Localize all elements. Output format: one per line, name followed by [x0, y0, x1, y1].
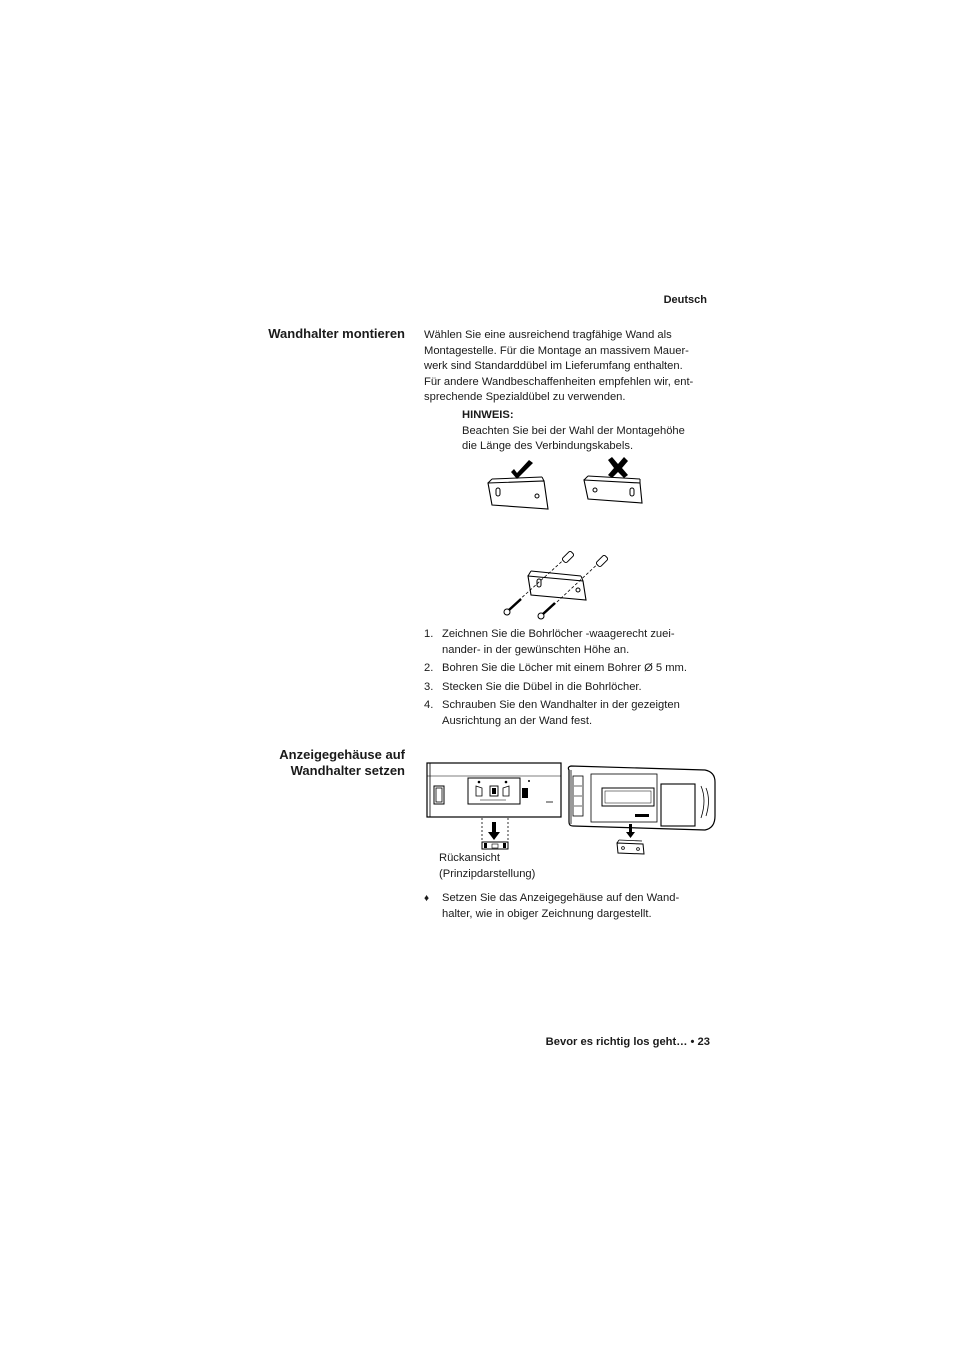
orientation-illustration [480, 455, 655, 515]
display-housing [568, 766, 715, 830]
intro-line: Wählen Sie eine ausreichend tragfähige Wand als [424, 329, 672, 341]
list-item [424, 698, 714, 729]
bracket-with-holes [528, 571, 586, 600]
step-number: 3. [424, 680, 434, 693]
bullet-line: Setzen Sie das Anzeigegehäuse auf den Wand- [442, 892, 680, 904]
step-line: Zeichnen Sie die Bohrlöcher -waagerecht zuei- [442, 628, 675, 640]
intro-paragraph [424, 328, 714, 406]
figure-caption [439, 851, 589, 882]
dowel-screw-illustration [495, 545, 615, 620]
bullet-diamond-icon: ♦ [424, 893, 430, 904]
bracket-wrong [584, 476, 642, 503]
step-line: Stecken Sie die Dübel in die Bohrlöcher. [442, 680, 642, 693]
step-line: nander- in der gewünschten Höhe an. [442, 643, 630, 656]
heading-line: Wandhalter setzen [290, 763, 405, 778]
housing-rear-view-illustration [426, 762, 562, 850]
list-item [424, 627, 714, 658]
caption-line: (Prinzipdarstellung) [439, 867, 536, 880]
dowel-icon [562, 551, 609, 568]
down-arrow-icon [488, 822, 500, 840]
bracket-correct [488, 477, 548, 509]
language-label: Deutsch [663, 294, 707, 306]
bullet-line: halter, wie in obiger Zeichnung dargestellt. [442, 907, 652, 920]
wall-mount-recess [468, 778, 520, 804]
list-item [424, 680, 714, 696]
steps-list [424, 627, 714, 732]
step-line: Bohren Sie die Löcher mit einem Bohrer Ø 5 mm. [442, 662, 687, 674]
intro-line: sprechende Spezialdübel zu verwenden. [424, 391, 626, 403]
step-number: 1. [424, 628, 434, 640]
page-footer: Bevor es richtig los geht… • 23 [545, 1036, 710, 1048]
intro-line: Montagestelle. Für die Montage an massivem Mauer- [424, 344, 689, 357]
list-item [424, 661, 714, 677]
bracket-rear [482, 842, 508, 849]
caption-line: Rückansicht [439, 852, 500, 864]
step-line: Schrauben Sie den Wandhalter in der gezeigten [442, 699, 680, 711]
list-item [424, 891, 714, 922]
note-line: die Länge des Verbindungskabels. [462, 440, 634, 452]
note-box [462, 408, 712, 455]
intro-line: werk sind Standarddübel im Lieferumfang enthalten. [424, 360, 683, 372]
step-line: Ausrichtung an der Wand fest. [442, 714, 593, 727]
note-line: Beachten Sie bei der Wahl der Montagehöhe [462, 424, 685, 437]
check-icon [511, 460, 533, 479]
section-heading-attach-housing [210, 747, 405, 779]
wall-bracket [617, 840, 644, 854]
step-number: 4. [424, 699, 434, 711]
housing-front-view-illustration [565, 764, 720, 858]
cross-icon [608, 457, 628, 478]
step-number: 2. [424, 662, 434, 674]
section-heading-wall-mount: Wandhalter montieren [268, 326, 405, 341]
screw-icon [504, 599, 555, 619]
heading-line: Anzeigegehäuse auf [279, 747, 405, 762]
intro-line: Für andere Wandbeschaffenheiten empfehlen wir, ent- [424, 375, 694, 388]
bullet-text [424, 891, 714, 922]
note-title: HINWEIS: [462, 409, 514, 421]
